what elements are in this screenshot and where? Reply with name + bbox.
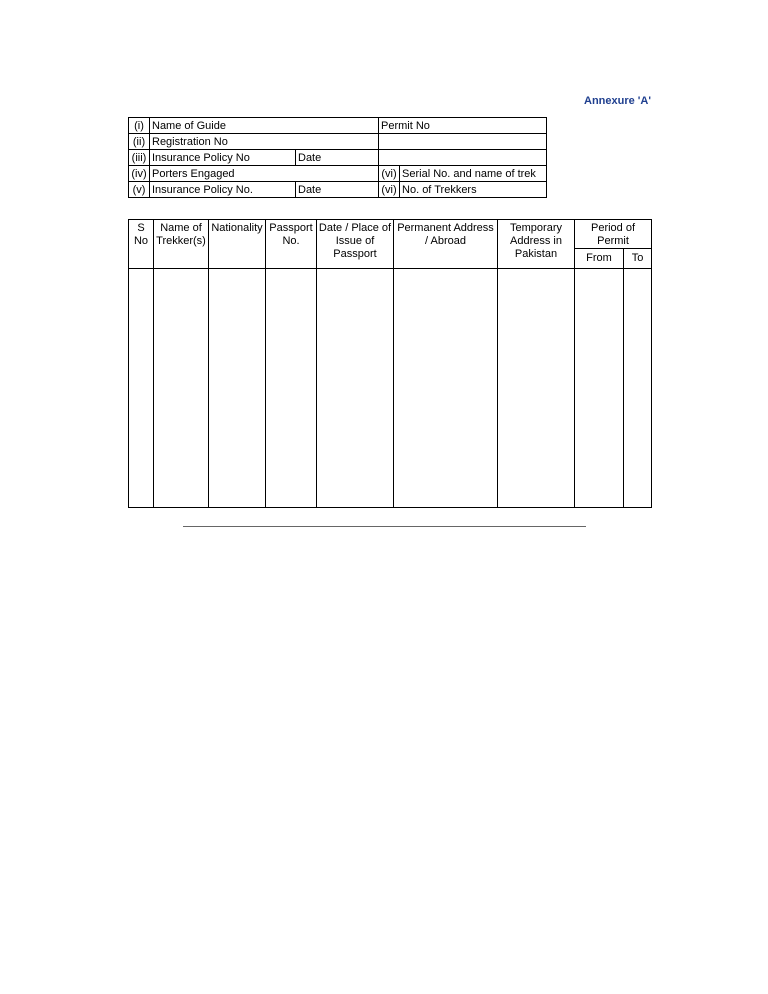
no-of-trekkers-label: No. of Trekkers	[400, 182, 547, 198]
annexure-label: Annexure 'A'	[584, 95, 651, 107]
row-number: (vi)	[379, 182, 400, 198]
empty-cell	[379, 150, 547, 166]
empty-cell	[394, 269, 498, 508]
header-row	[129, 220, 652, 249]
empty-cell	[498, 269, 575, 508]
row-number: (i)	[129, 118, 150, 134]
empty-cell	[624, 269, 652, 508]
trekker-table	[128, 219, 652, 508]
permit-no-label: Permit No	[379, 118, 547, 134]
header-temporary-address: Temporary Address in Pakistan	[498, 220, 575, 269]
row-number: (vi)	[379, 166, 400, 182]
empty-cell	[129, 269, 154, 508]
guide-row-1	[129, 118, 547, 134]
guide-row-3	[129, 150, 547, 166]
guide-row-2	[129, 134, 547, 150]
header-period: Period of Permit	[575, 220, 652, 249]
header-permanent-address: Permanent Address / Abroad	[394, 220, 498, 269]
registration-no-label: Registration No	[150, 134, 379, 150]
date-label: Date	[296, 150, 379, 166]
insurance-policy-label: Insurance Policy No	[150, 150, 296, 166]
horizontal-divider	[183, 526, 586, 527]
row-number: (v)	[129, 182, 150, 198]
serial-trek-label: Serial No. and name of trek	[400, 166, 547, 182]
empty-cell	[317, 269, 394, 508]
header-passport: Passport No.	[266, 220, 317, 269]
header-date-place: Date / Place of Issue of Passport	[317, 220, 394, 269]
row-number: (iii)	[129, 150, 150, 166]
guide-name-label: Name of Guide	[150, 118, 379, 134]
empty-cell	[209, 269, 266, 508]
header-sno: S No	[129, 220, 154, 269]
header-nationality: Nationality	[209, 220, 266, 269]
porters-engaged-label: Porters Engaged	[150, 166, 379, 182]
empty-cell	[266, 269, 317, 508]
date-label: Date	[296, 182, 379, 198]
guide-row-5	[129, 182, 547, 198]
insurance-policy-label: Insurance Policy No.	[150, 182, 296, 198]
guide-details-table	[128, 117, 547, 198]
header-from: From	[575, 249, 624, 269]
header-name: Name of Trekker(s)	[154, 220, 209, 269]
empty-cell	[154, 269, 209, 508]
empty-cell	[379, 134, 547, 150]
empty-cell	[575, 269, 624, 508]
guide-row-4	[129, 166, 547, 182]
row-number: (ii)	[129, 134, 150, 150]
header-to: To	[624, 249, 652, 269]
row-number: (iv)	[129, 166, 150, 182]
table-row	[129, 269, 652, 508]
